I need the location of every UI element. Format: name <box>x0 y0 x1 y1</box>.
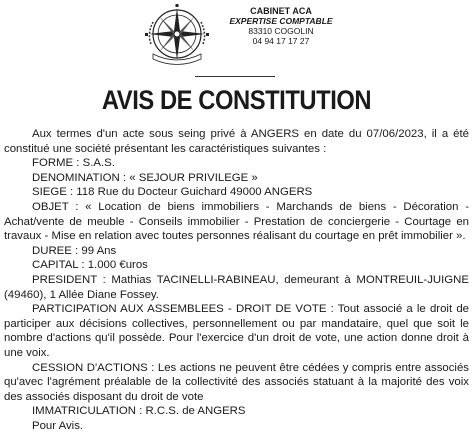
paragraph-president: PRESIDENT : Mathias TACINELLI-RABINEAU, demeurant à MONTREUIL-JUIGNE (49460), 1 Allée Diane Fossey. <box>4 273 469 301</box>
paragraph-capital: CAPITAL : 1.000 €uros <box>32 259 148 272</box>
paragraph-participation: PARTICIPATION AUX ASSEMBLEES - DROIT DE VOTE : Tout associé a le droit de participer aux décisions collectives, personnellement ou par mandataire, quel que soit le nombre d'actions qu'il possède. Pour l'exercice d'un droit de vote, une action donne droit à une voix. <box>4 303 469 359</box>
paragraph-forme: FORME : S.A.S. <box>32 157 115 170</box>
cabinet-name: CABINET ACA <box>250 6 312 16</box>
paragraph-cession: CESSION D'ACTIONS : Les actions ne peuvent être cédées y compris entre associés qu'avec l'agrément préalable de la collectivité des associés statuant à la majorité des voix des associés disposant du droit de vote <box>4 361 469 403</box>
cabinet-address: 83310 COGOLIN <box>248 26 314 36</box>
paragraph-intro: Aux termes d'un acte sous seing privé à ANGERS en date du 07/06/2023, il a été constitué une société présentant les caractéristiques suivantes : <box>4 128 469 155</box>
paragraph-denomination: DENOMINATION : « SEJOUR PRIVILEGE » <box>32 171 258 184</box>
notice-body <box>4 127 469 433</box>
cabinet-block <box>226 6 336 46</box>
cabinet-expertise: EXPERTISE COMPTABLE <box>229 16 333 26</box>
title-rule <box>195 76 275 77</box>
cabinet-phone: 04 94 17 17 27 <box>252 36 310 46</box>
paragraph-immatriculation: IMMATRICULATION : R.C.S. de ANGERS <box>32 405 246 418</box>
notice-title: AVIS DE CONSTITUTION <box>101 85 372 115</box>
paragraph-siege: SIEGE : 118 Rue du Docteur Guichard 49000 ANGERS <box>32 186 313 199</box>
paragraph-duree: DUREE : 99 Ans <box>32 244 117 257</box>
paragraph-objet: OBJET : « Location de biens immobiliers - Marchands de biens - Décoration - Achat/vente de meuble - Conseils immobilier - Prestation de conciergerie - Courtage en travaux - Mise en relation avec toutes personnes réalisant du courtage en prêt immobilier ». <box>4 200 469 243</box>
compass-logo <box>143 4 211 66</box>
paragraph-signature: Pour Avis. <box>32 419 84 432</box>
